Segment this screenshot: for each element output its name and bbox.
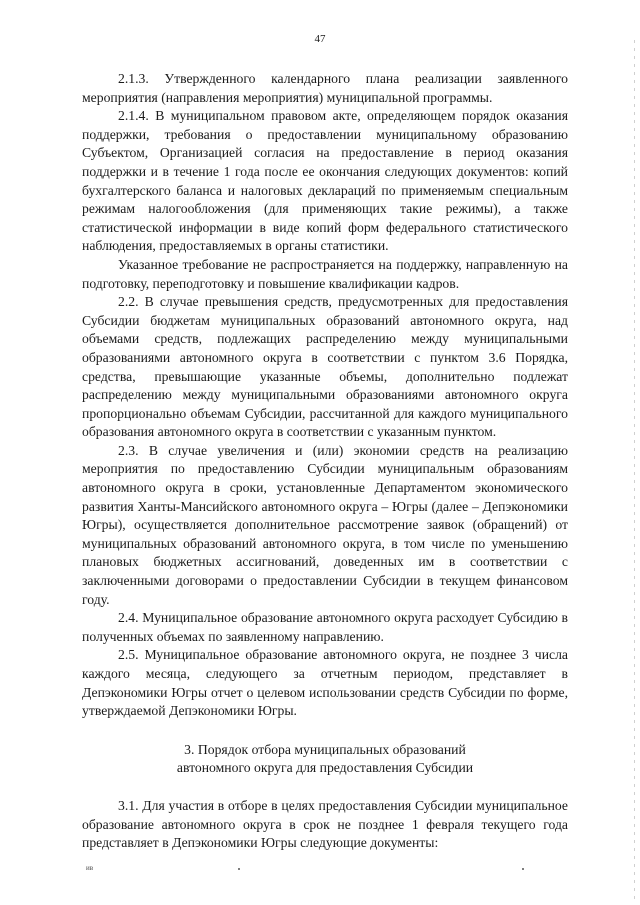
footer-mark: ив [86,864,94,872]
paragraph-2-1-4: 2.1.4. В муниципальном правовом акте, определяющем порядок оказания поддержки, требования о предоставлении муниципальному образованию Субъектом, Организацией согласия на предоставление в период оказания поддержки и в течение 1 года после ее окончания следующих документов: копий бухгалтерского баланса и налоговых деклараций по применяемым специальным режимам налогообложения (для применяющих такие режимы), а также статистической информации в виде копий форм федерального статистического наблюдения, предоставляемых в органы статистики. [82,108,568,254]
paragraph-exception-note: Указанное требование не распространяется на поддержку, направленную на подготовку, переподготовку и повышение квалификации кадров. [82,256,568,291]
section-heading-line2: автономного округа для предоставления Субсидии [176,760,474,776]
paragraph-2-5: 2.5. Муниципальное образование автономного округа, не позднее 3 числа каждого месяца, следующего за отчетным периодом, представляет в Депэкономики Югры отчет о целевом использовании средств Субсидии по форме, утверждаемой Депэкономики Югры. [82,647,568,719]
paragraph-3-1: 3.1. Для участия в отборе в целях предоставления Субсидии муниципальное образование автономного округа в срок не позднее 1 февраля текущего года представляет в Депэкономики Югры следующие документы: [82,797,568,851]
paragraph-2-4: 2.4. Муниципальное образование автономного округа расходует Субсидию в полученных объемах по заявленному направлению. [82,610,568,644]
section-heading-line1: 3. Порядок отбора муниципальных образований [184,741,466,757]
paragraph-2-2: 2.2. В случае превышения средств, предусмотренных для предоставления Субсидии бюджетам муниципальных образований автономного округа, над объемами средств, подлежащих распределению между муниципальными образованиями автономного округа в соответствии с пунктом 3.6 Порядка, средства, превышающие указанные объемы, дополнительно подлежат распределению между муниципальными образованиями автономного округа пропорционально объемам Субсидии, рассчитанной для каждого муниципального образования автономного округа в соответствии с указанным пунктом. [82,294,568,440]
document-body [82,70,568,853]
page-number: 47 [314,33,326,45]
paragraph-2-3: 2.3. В случае увеличения и (или) экономии средств на реализацию мероприятия по предоставлению Субсидии муниципальным образованиям автономного округа в сроки, установленные Департаментом экономического развития Ханты-Мансийского автономного округа – Югры (далее – Депэкономики Югры), осуществляется дополнительное рассмотрение заявок (обращений) от муниципальных образований автономного округа, в том числе по уменьшению плановых бюджетных ассигнований, доведенных им в соответствии с заключенными договорами о предоставлении Субсидии в текущем финансовом году. [82,442,568,607]
paragraph-2-1-3: 2.1.3. Утвержденного календарного плана реализации заявленного мероприятия (направления мероприятия) муниципальной программы. [82,71,568,105]
scan-dot [522,868,524,870]
scan-edge-line [634,40,635,900]
scan-dot [238,868,240,870]
section-heading [82,741,568,778]
